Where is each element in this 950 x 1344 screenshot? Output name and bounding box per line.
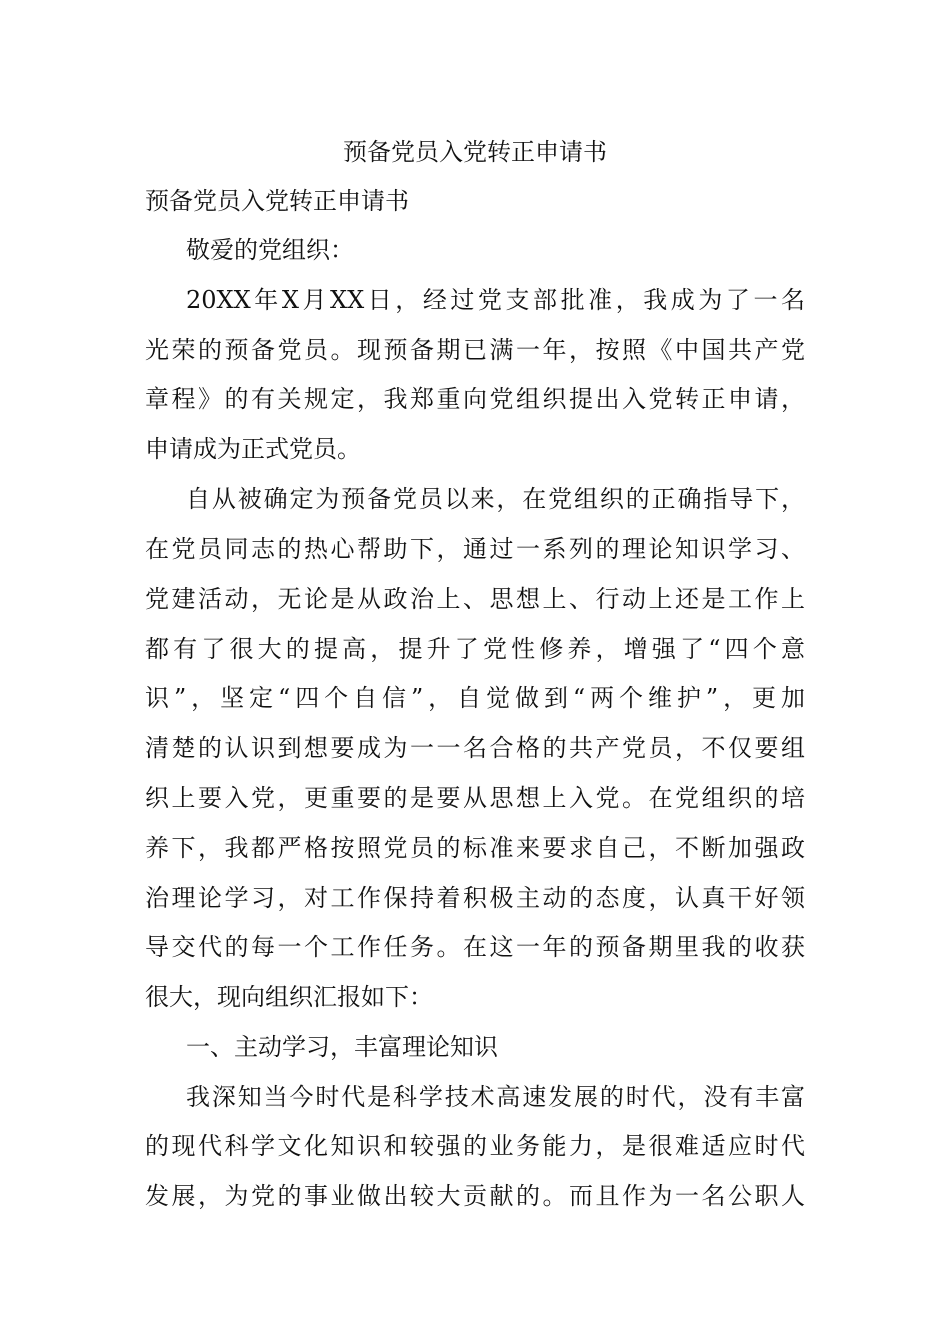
- paragraph-line: 的现代科学文化知识和较强的业务能力，是很难适应时代: [145, 1132, 805, 1160]
- paragraph-line: 织上要入党，更重要的是要从思想上入党。在党组织的培: [145, 784, 805, 812]
- paragraph-line: 党建活动，无论是从政治上、思想上、行动上还是工作上: [145, 585, 805, 613]
- paragraph-line: 都有了很大的提高，提升了党性修养，增强了“四个意: [145, 635, 805, 663]
- paragraph-line: 治理论学习，对工作保持着积极主动的态度，认真干好领: [145, 884, 805, 912]
- document-title: 预备党员入党转正申请书: [343, 138, 607, 166]
- paragraph-line: 识”，坚定“四个自信”，自觉做到“两个维护”，更加: [145, 684, 805, 712]
- paragraph-line: 申请成为正式党员。: [145, 435, 361, 463]
- section-heading: 一、主动学习，丰富理论知识: [186, 1033, 498, 1061]
- paragraph-line: 自从被确定为预备党员以来，在党组织的正确指导下，: [186, 485, 805, 513]
- paragraph-line: 清楚的认识到想要成为一一名合格的共产党员，不仅要组: [145, 734, 805, 762]
- salutation: 敬爱的党组织：: [186, 236, 354, 264]
- paragraph-line: 发展，为党的事业做出较大贡献的。而且作为一名公职人: [145, 1182, 805, 1210]
- paragraph-line: 很大，现向组织汇报如下：: [145, 983, 433, 1011]
- paragraph-line: 我深知当今时代是科学技术高速发展的时代，没有丰富: [186, 1083, 805, 1111]
- paragraph-line: 20XX年X月XX日，经过党支部批准，我成为了一名: [186, 286, 805, 314]
- paragraph-line: 在党员同志的热心帮助下，通过一系列的理论知识学习、: [145, 535, 805, 563]
- paragraph-line: 导交代的每一个工作任务。在这一年的预备期里我的收获: [145, 933, 805, 961]
- paragraph-line: 光荣的预备党员。现预备期已满一年，按照《中国共产党: [145, 336, 805, 364]
- document-subtitle: 预备党员入党转正申请书: [145, 187, 409, 215]
- paragraph-line: 养下，我都严格按照党员的标准来要求自己，不断加强政: [145, 834, 805, 862]
- paragraph-line: 章程》的有关规定，我郑重向党组织提出入党转正申请，: [145, 385, 805, 413]
